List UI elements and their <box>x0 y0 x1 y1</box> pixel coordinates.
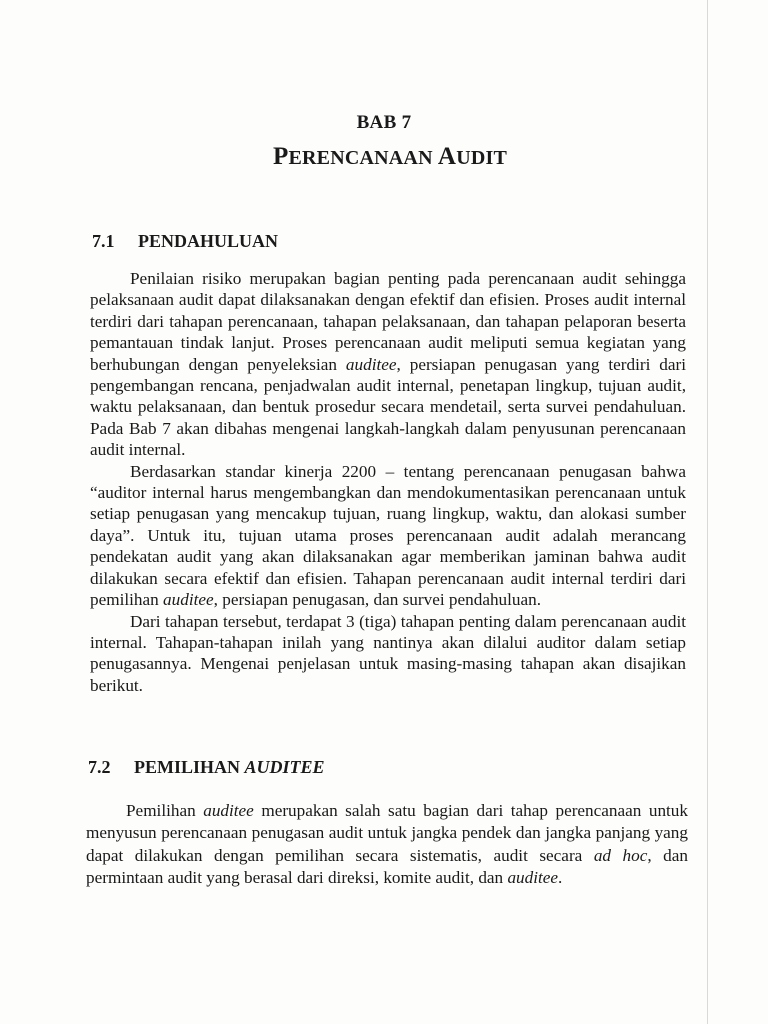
section-body-7-2 <box>86 800 688 890</box>
paragraph <box>90 268 686 461</box>
section-number: 7.2 <box>88 757 111 777</box>
chapter-title-rest-1: ERENCANAAN <box>288 147 438 169</box>
paragraph-text: , persiapan penugasan, dan survei pendahuluan. <box>213 590 542 610</box>
paragraph-text: Penilaian risiko merupakan bagian penting pada perencanaan audit sehingga pelaksanaan audit dapat dilaksanakan dengan efektif dan efisien. Proses audit internal terdiri dari tahapan perencanaan, tahapan pelaksanaan, dan tahapan pelaporan beserta pemantauan tindak lanjut. Proses perencanaan audit meliputi semua kegiatan yang berhubungan dengan penyeleksian <box>90 269 686 374</box>
paragraph-text: Pemilihan <box>126 801 204 820</box>
italic-term: auditee <box>507 868 559 888</box>
paragraph <box>90 461 686 611</box>
chapter-label: BAB 7 <box>356 112 412 133</box>
paragraph-text: Berdasarkan standar kinerja 2200 – tentang perencanaan penugasan bahwa “auditor internal harus mengembangkan dan mendokumentasikan perencanaan untuk setiap penugasan yang mencakup tujuan, ruang lingkup, waktu, dan alokasi sumber daya”. Untuk itu, tujuan utama proses perencanaan audit adalah merancang pendekatan audit yang akan dilaksanakan agar memberikan jaminan bahwa audit dilakukan secara efektif dan efisien. Tahapan perencanaan audit internal terdiri dari pemilihan <box>90 461 686 610</box>
section-body-7-1 <box>90 268 686 696</box>
section-number: 7.1 <box>92 231 115 251</box>
chapter-title-rest-2: UDIT <box>456 147 507 169</box>
section-title-italic: AUDITEE <box>244 757 325 777</box>
italic-term: auditee <box>163 590 214 610</box>
chapter-title <box>0 143 768 171</box>
paragraph-text: . <box>558 868 563 888</box>
section-heading-7-2 <box>88 757 325 778</box>
paragraph <box>86 800 688 890</box>
chapter-title-initial-2: A <box>437 143 457 170</box>
paragraph-text: merupakan salah satu bagian dari tahap perencanaan untuk menyusun perencanaan penugasan audit untuk jangka pendek dan jangka panjang yang dapat dilakukan dengan pemilihan secara sistematis, audit secara <box>86 801 688 865</box>
paragraph <box>90 611 686 697</box>
chapter-title-initial-1: P <box>273 143 289 170</box>
paragraph-text: , persiapan penugasan yang terdiri dari pengembangan rencana, penjadwalan audit internal, penetapan lingkup, tujuan audit, waktu pelaksanaan, dan bentuk prosedur secara mendetail, serta survei pendahuluan. Pada Bab 7 akan dibahas mengenai langkah-langkah dalam penyusunan perencanaan audit internal. <box>90 354 686 460</box>
italic-term: ad hoc <box>593 845 648 865</box>
paragraph-text: Dari tahapan tersebut, terdapat 3 (tiga) tahapan penting dalam perencanaan audit internal. Tahapan-tahapan inilah yang nantinya akan dilalui auditor dalam setiap penugasannya. Mengenai penjelasan untuk masing-masing tahapan akan disajikan berikut. <box>90 611 686 695</box>
section-title: PEMILIHAN <box>134 757 245 777</box>
section-heading-7-1 <box>92 231 278 252</box>
italic-term: auditee <box>203 801 254 820</box>
paragraph-text: , dan permintaan audit yang berasal dari direksi, komite audit, dan <box>86 845 688 888</box>
italic-term: auditee <box>345 354 397 374</box>
section-title: PENDAHULUAN <box>138 231 279 251</box>
